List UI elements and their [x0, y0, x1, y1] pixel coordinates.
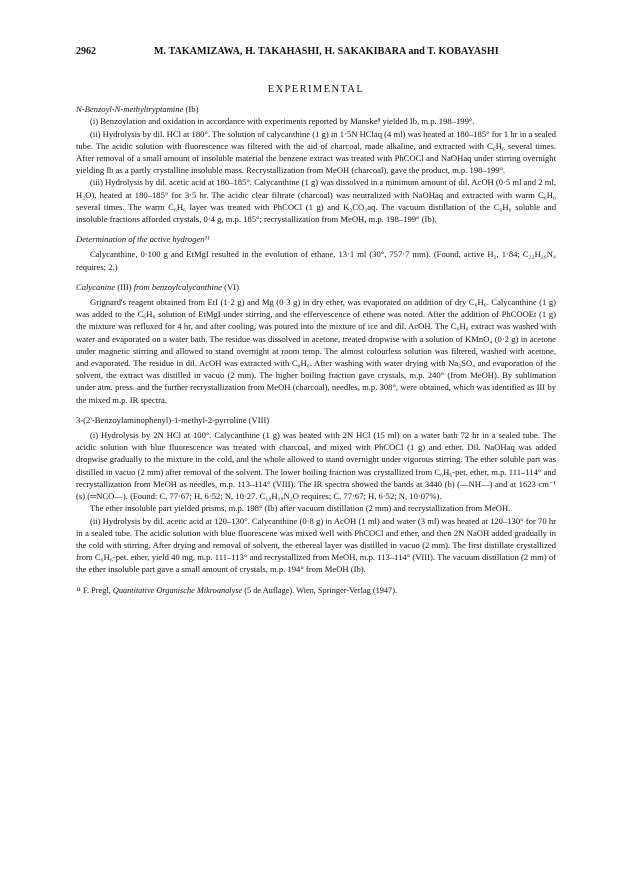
subsection-heading-calycanine: [76, 281, 556, 293]
journal-page: [76, 46, 556, 597]
paragraph-benzoyl-iii: (iii) Hydrolysis by dil. acetic acid at 180–185°. Calycanthine (1 g) was dissolved in a minimum amount of dil. AcOH (0·5 ml and 2 ml, H₂O), heated at 180–185° for 3·5 hr. The acidic clear filtrate (charcoal) was neutralized with NaOHaq and extracted with warm C₆H₆ several times. The warm C₆H₆ layer was treated with PhCOCl (1 g) and K₂CO₃aq. The vacuum distillation of the C₆H₆ soluble and insoluble fractions afforded crystals, 0·4 g, m.p. 185°; recrystallization from MeOH, m.p. 198–199° (Ib).: [76, 177, 556, 225]
heading-italic: N-Benzoyl-N-methyltryptamine: [76, 104, 184, 115]
subsection-heading-benzoyl: [76, 103, 556, 115]
footnote-author: F. Pregl,: [80, 585, 113, 595]
heading-italic: from benzoylcalycanthine: [133, 281, 222, 292]
heading-italic: Calycanine: [76, 281, 116, 292]
paragraph-benzoyl-ii: (ii) Hydrolysis by dil. HCl at 180°. The solution of calycanthine (1 g) in 1·5N HClaq (4 ml) was heated at 180–185° for 1 hr in a sealed tube. The acidic solution with fluorescence was filtered with the aid of charcoal, made alkaline, and extracted with C₆H₆ several times. After removal of a small amount of insoluble material the benzene extract was treated with PhCOCl and NaOHaq under stirring overnight yielding Ib as a partly crystalline insoluble mass. Recrystallization from MeOH (charcoal), gave the product, m.p. 198–199°.: [76, 128, 556, 176]
paragraph-pyrroline-ii: (ii) Hydrolysis by dil. acetic acid at 120–130°. Calycanthine (0·8 g) in AcOH (1 ml) and water (3 ml) was heated at 120–130° for 70 hr in a sealed tube. The acidic solution with blue fluorescene was mixed well with PhCOCl and ether, and then 2N NaOH added gradually in the cold with stirring. After drying and removal of solvent, the ethereal layer was distilled in vacuo (2 mm). The first distillate crystallized from C₆H₆-pet. ether, yield 40 mg, m.p. 111–113° and recrystallized from MeOH, m.p. 113–114° (VIII). The vacuum distillation (2 mm) of the ether insoluble part gave a small amount of crystals, m.p. 194° from MeOH (Ib).: [76, 515, 556, 575]
footnote-title: Quantitative Organische Mikroanalyse: [112, 585, 243, 595]
section-title: EXPERIMENTAL: [267, 84, 365, 95]
paragraph-calycanine: Grignard's reagent obtained from EtI (1·2 g) and Mg (0·3 g) in dry ether, was evaporated on addition of dry C₆H₆. Calycanthine (1 g) was added to the C₆H₆ solution of EtMgI under stirring, and the effervescence of ethene was noted. After the addition of PhCOOEt (1 g) the mixture was refluxed for 4 hr, and after cooling, was poured into the mixture of ice and dil. AcOH. The C₆H₆ extract was washed with water and evaporated on a water bath. The residue was dissolved in acetone, treated dropwise with a solution of KMnO₄ (0·2 g) in acetone under magnetic stirring and allowed to stand overnight at room temp. The almost colourless solution was filtered, washed with acetone, and evaporated. The residue in dil. AcOH was extracted with C₆H₆. After washing with water drying with Na₂SO₄ and evaporation of the solvent, the extract was distilled in vacuo (2 mm). The higher boiling fraction gave crystals, m.p. 240° (from MeOH). By sublimation under atm. press. and the further recrystallization from MeOH (charcoal), needles, m.p. 308°, were obtained, which was identified as III by the mixed m.p. IR spectra.: [76, 297, 556, 405]
paragraph-pyrroline-i: (i) Hydrolysis by 2N HCl at 100°. Calycanthine (1 g) was heated with 2N HCl (15 ml) on a water bath 72 hr in a sealed tube. The acidic solution with blue fluorescence was treated with charcoal, and mixed with PhCOCl (1 g) and ether. Dil. NaOHaq was added dropwise gradually to the mixture in the cold, and the whole allowed to stand overnight under vigorous stirring. The ether soluble part was distilled in vacuo (2 mm) after removal of the solvent. The lower boiling fraction was crystallized from C₆H₆-pet. ether, m.p. 111–114° and recrystallization from MeOH as needles, m.p. 113–114° (VIII). The IR spectra showed the bands at 3440 (b) (—NH—) and at 1623 cm⁻¹ (s) (═NCO—). (Found: C, 77·67; H, 6·52; N, 10·27. C₁₈H₁₈N₂O requires; C, 77·67; H, 6·52; N, 10·07%).: [76, 430, 556, 502]
footnote-marker: ¹¹: [76, 585, 81, 595]
running-head-authors: M. TAKAMIZAWA, H. TAKAHASHI, H. SAKAKIBARA and T. KOBAYASHI: [154, 46, 499, 57]
heading-suffix: (VI): [221, 281, 239, 292]
paragraph-benzoyl-i: (i) Benzoylation and oxidation in accordance with experiments reported by Manske⁸ yielded Ib, m.p. 198–199°.: [90, 116, 475, 127]
paragraph-pyrroline-ether: The ether insoluble part yielded prisms, m.p. 198° (Ib) after vacuum distillation (2 mm) and recrystallization from MeOH.: [90, 503, 511, 514]
paragraph-active-hydrogen: Calycanthine, 0·100 g and EtMgI resulted in the evolution of ethane, 13·1 ml (30°, 757·7 mm). (Found, active H₂, 1·84; C₂₂H₂₆N₄ requires; 2.): [76, 249, 556, 272]
subsection-heading-pyrroline: 3-(2'-Benzoylaminophenyl)-1-methyl-2-pyrroline (VIII): [76, 414, 270, 425]
footnote-publisher: (5 de Auflage). Wien, Springer-Verlag (1947).: [242, 585, 398, 595]
heading-mid: (III): [115, 281, 134, 292]
page-number: 2962: [76, 46, 96, 57]
heading-suffix: (Ib): [183, 104, 199, 115]
running-head: [76, 46, 556, 60]
footnote: [76, 585, 556, 597]
subsection-heading-active-hydrogen: [76, 233, 556, 245]
heading-italic: Determination of the active hydrogen¹¹: [76, 234, 210, 245]
